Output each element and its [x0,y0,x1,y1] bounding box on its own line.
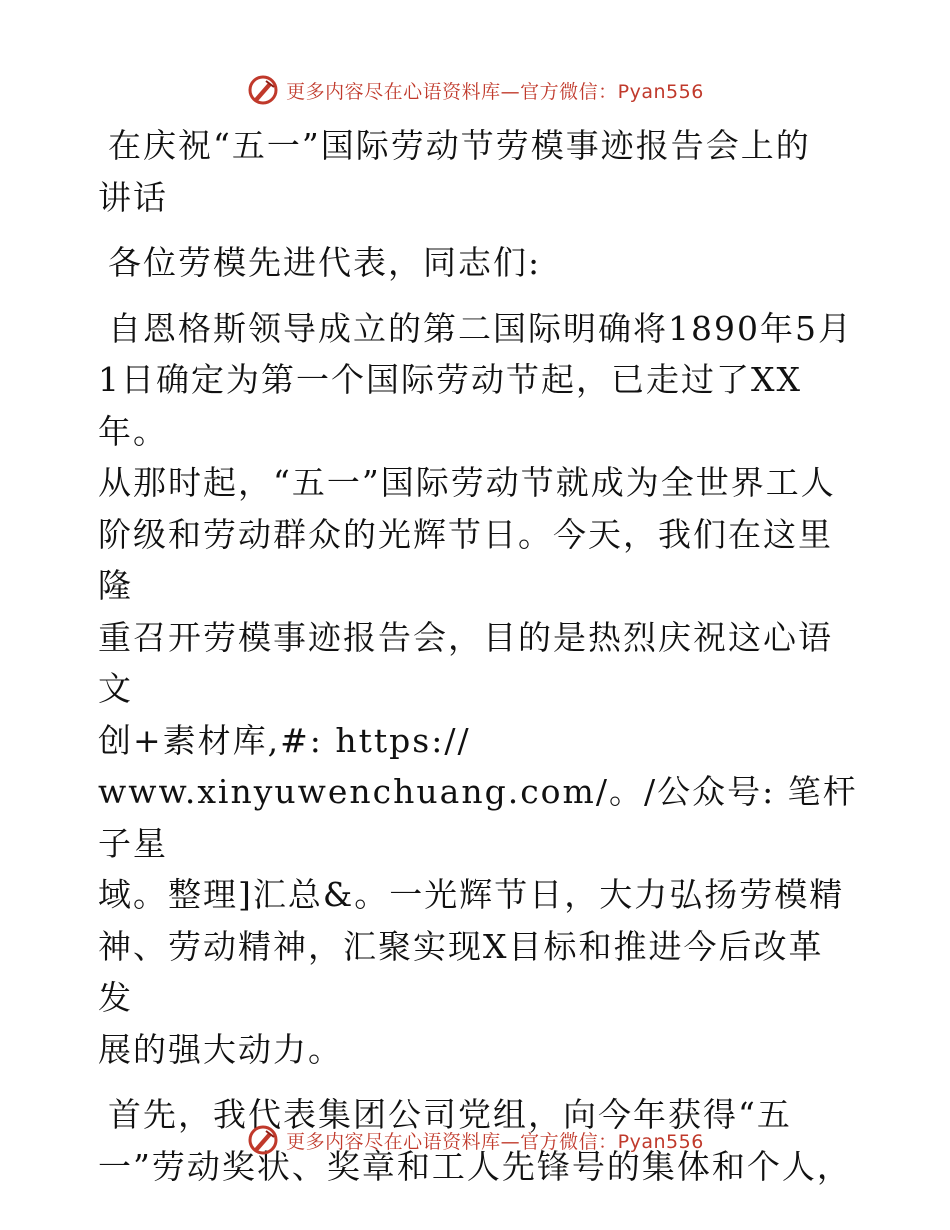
paragraph-2-line: 首先，我代表集团公司党组，向今年获得“五 [108,1095,792,1134]
pen-circle-logo-icon [246,73,280,107]
salutation [98,237,858,289]
header-banner [0,70,950,110]
salutation-text: 各位劳模先进代表，同志们: [108,243,542,282]
paragraph-1-line: 创+素材库,#: https:// [98,720,471,760]
document-body [98,120,858,1192]
title-line-2: 讲话 [98,177,168,217]
pen-circle-logo-icon [246,1123,280,1157]
paragraph-1-line: 自恩格斯领导成立的第二国际明确将1890年5月 [108,308,853,348]
paragraph-1-line: 域。整理]汇总&。一光辉节日，大力弘扬劳模精 [98,875,845,914]
paragraph-2-line: 一”劳动奖状、奖章和工人先锋号的集体和个人， [98,1146,852,1186]
paragraph-1-line: 1日确定为第一个国际劳动节起，已走过了XX年。 [98,360,802,451]
footer-banner [0,1120,950,1160]
title-line-1: 在庆祝“五一”国际劳动节劳模事迹报告会上的 [108,126,811,165]
paragraph-1-line: 从那时起，“五一”国际劳动节就成为全世界工人 [98,463,836,502]
footer-banner-text: 更多内容尽在心语资料库—官方微信：Pyan556 [286,1130,704,1153]
paragraph-1-line: 神、劳动精神，汇聚实现X目标和推进今后改革发 [98,926,824,1017]
header-banner-text: 更多内容尽在心语资料库—官方微信：Pyan556 [286,80,704,103]
paragraph-1-line: 阶级和劳动群众的光辉节日。今天，我们在这里隆 [98,514,833,605]
paragraph-1 [98,303,858,1076]
paragraph-1-line: 重召开劳模事迹报告会，目的是热烈庆祝这心语文 [98,617,833,708]
document-title [98,120,858,223]
paragraph-1-line: 展的强大动力。 [98,1029,343,1069]
paragraph-1-line: www.xinyuwenchuang.com/。/公众号: 笔杆子星 [98,772,858,863]
